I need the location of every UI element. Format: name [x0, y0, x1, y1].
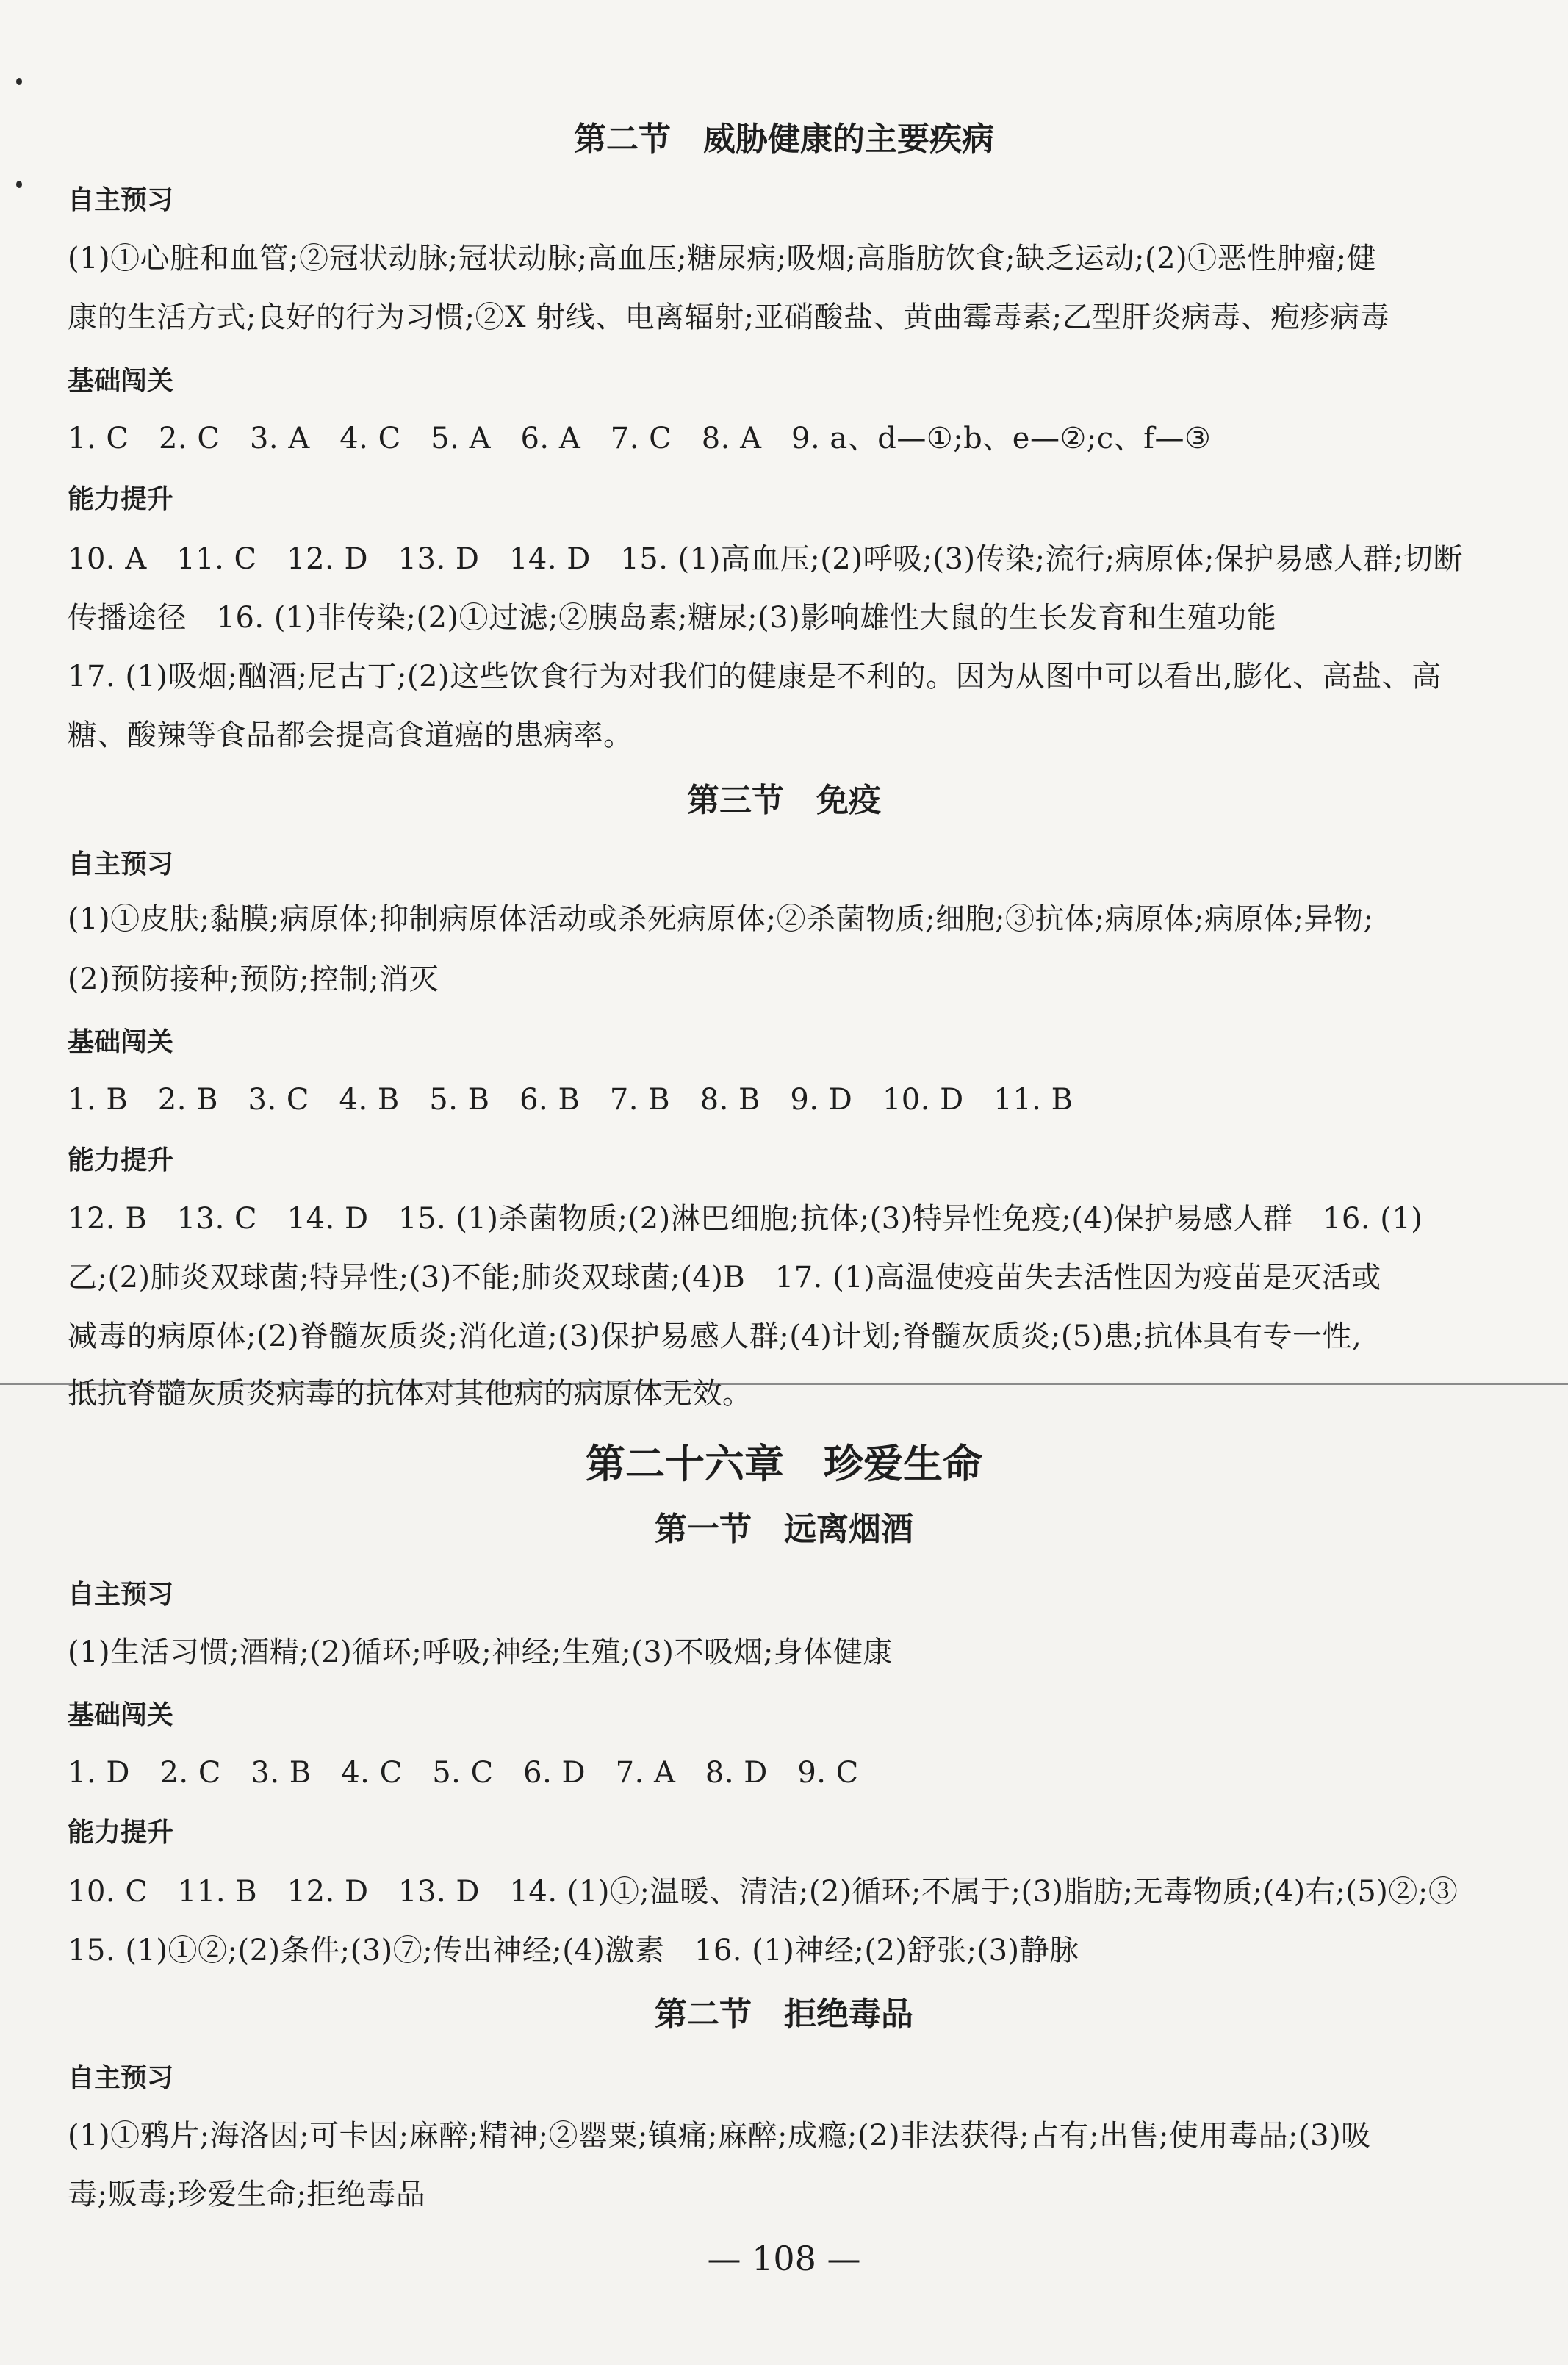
answer-line: 1. C 2. C 3. A 4. C 5. A 6. A 7. C 8. A 9. a、d—①;b、e—②;c、f—③	[68, 422, 1212, 456]
answer-line: 10. A 11. C 12. D 13. D 14. D 15. (1)高血压;(2)呼吸;(3)传染;流行;病原体;保护易感人群;切断	[68, 542, 1464, 576]
answer-line: (2)预防接种;预防;控制;消灭	[68, 962, 439, 996]
page-number: — 108 —	[707, 2239, 861, 2278]
answer-line: 传播途径 16. (1)非传染;(2)①过滤;②胰岛素;糖尿;(3)影响雄性大鼠的生长发育和生殖功能	[68, 601, 1277, 635]
answer-line: 康的生活方式;良好的行为习惯;②X 射线、电离辐射;亚硝酸盐、黄曲霉毒素;乙型肝炎病毒、疱疹病毒	[68, 300, 1390, 334]
answer-line: (1)①鸦片;海洛因;可卡因;麻醉;精神;②罂粟;镇痛;麻醉;成瘾;(2)非法获得;占有;出售;使用毒品;(3)吸	[68, 2119, 1371, 2153]
subsection-heading: 基础闯关	[68, 366, 174, 396]
subsection-heading: 自主预习	[68, 849, 174, 879]
answer-line: 减毒的病原体;(2)脊髓灰质炎;消化道;(3)保护易感人群;(4)计划;脊髓灰质炎;(5)患;抗体具有专一性,	[68, 1320, 1362, 1353]
answer-line: 1. B 2. B 3. C 4. B 5. B 6. B 7. B 8. B 9. D 10. D 11. B	[68, 1083, 1073, 1117]
scan-dot	[16, 78, 22, 85]
subsection-heading: 能力提升	[68, 484, 174, 514]
answer-line: (1)生活习惯;酒精;(2)循环;呼吸;神经;生殖;(3)不吸烟;身体健康	[68, 1635, 893, 1669]
answer-line: 毒;贩毒;珍爱生命;拒绝毒品	[68, 2178, 426, 2211]
section-title: 第二节 拒绝毒品	[655, 1995, 913, 2033]
answer-line: 12. B 13. C 14. D 15. (1)杀菌物质;(2)淋巴细胞;抗体;(3)特异性免疫;(4)保护易感人群 16. (1)	[68, 1202, 1423, 1236]
subsection-heading: 基础闯关	[68, 1700, 174, 1730]
answer-line: (1)①皮肤;黏膜;病原体;抑制病原体活动或杀死病原体;②杀菌物质;细胞;③抗体;病原体;病原体;异物;	[68, 902, 1374, 936]
answer-line: 17. (1)吸烟;酗酒;尼古丁;(2)这些饮食行为对我们的健康是不利的。因为从图中可以看出,膨化、高盐、高	[68, 660, 1442, 694]
subsection-heading: 能力提升	[68, 1145, 174, 1176]
section-title: 第二节 威胁健康的主要疾病	[574, 120, 994, 158]
section-title: 第一节 远离烟酒	[655, 1511, 913, 1548]
subsection-heading: 基础闯关	[68, 1027, 174, 1057]
subsection-heading: 自主预习	[68, 185, 174, 215]
answer-line: 10. C 11. B 12. D 13. D 14. (1)①;温暖、清洁;(2)循环;不属于;(3)脂肪;无毒物质;(4)右;(5)②;③	[68, 1875, 1459, 1909]
answer-line: 糖、酸辣等食品都会提高食道癌的患病率。	[68, 719, 633, 752]
answer-line: (1)①心脏和血管;②冠状动脉;冠状动脉;高血压;糖尿病;吸烟;高脂肪饮食;缺乏运动;(2)①恶性肿瘤;健	[68, 242, 1377, 276]
scan-dot	[16, 181, 22, 188]
section-title: 第三节 免疫	[687, 782, 881, 819]
subsection-heading: 能力提升	[68, 1818, 174, 1848]
answer-line: 乙;(2)肺炎双球菌;特异性;(3)不能;肺炎双球菌;(4)B 17. (1)高温使疫苗失去活性因为疫苗是灭活或	[68, 1261, 1381, 1295]
chapter-title: 第二十六章 珍爱生命	[586, 1441, 982, 1487]
subsection-heading: 自主预习	[68, 2063, 174, 2093]
answer-line: 1. D 2. C 3. B 4. C 5. C 6. D 7. A 8. D 9. C	[68, 1756, 859, 1790]
answer-line: 抵抗脊髓灰质炎病毒的抗体对其他病的病原体无效。	[68, 1377, 752, 1411]
subsection-heading: 自主预习	[68, 1580, 174, 1610]
answer-line: 15. (1)①②;(2)条件;(3)⑦;传出神经;(4)激素 16. (1)神经;(2)舒张;(3)静脉	[68, 1934, 1079, 1968]
